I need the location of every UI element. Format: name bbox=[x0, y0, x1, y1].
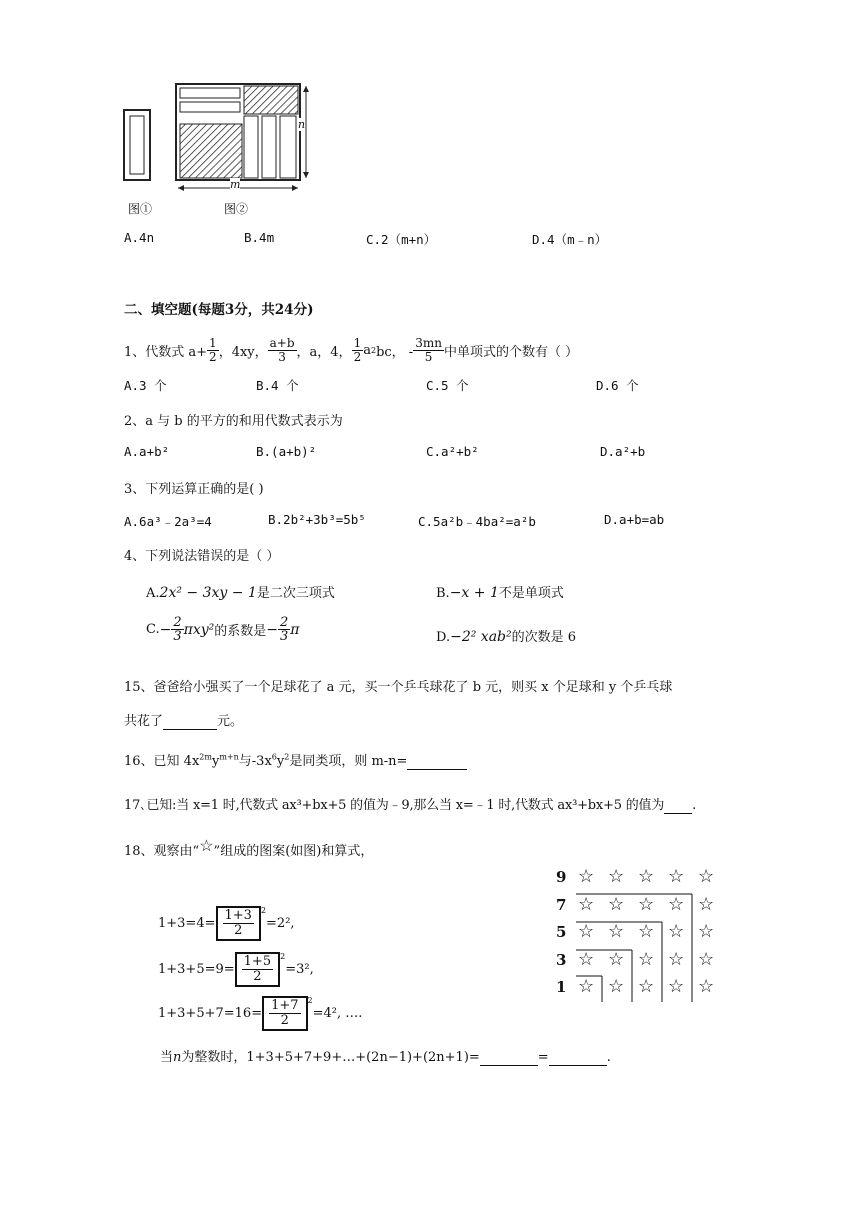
question-15-line1: 15、爸爸给小强买了一个足球花了 a 元，买一个乒乓球花了 b 元，则买 x 个足球和 y 个乒乓球 bbox=[124, 680, 673, 695]
star-icon: ☆ bbox=[638, 921, 655, 942]
star-icon: ☆ bbox=[668, 976, 685, 997]
star-icon: ☆ bbox=[638, 948, 655, 970]
q2-option-a: A.a+b² bbox=[124, 444, 170, 459]
q17-answer-blank[interactable] bbox=[664, 798, 692, 814]
q1-option-a: A.3 个 bbox=[124, 378, 167, 393]
q1-fraction-4: $\frac{3mn}{5}$ bbox=[415, 335, 442, 364]
q1-fraction-2: $\frac{a+b}{3}$ bbox=[269, 335, 295, 364]
star-icon: ☆ bbox=[698, 976, 715, 997]
q4-option-a: A.2x² − 3xy − 1是二次三项式 bbox=[146, 585, 335, 601]
q18-answer-blank-2[interactable] bbox=[549, 1050, 607, 1066]
star-icon: ☆ bbox=[199, 836, 214, 855]
q4-option-b: B.−x + 1不是单项式 bbox=[436, 585, 564, 601]
question-1 bbox=[124, 330, 578, 370]
q3-option-c: C.5a²b﹣4ba²=a²b bbox=[418, 514, 536, 529]
question-15-line2: 共花了 元。 bbox=[124, 714, 244, 729]
q2-option-d: D.a²+b bbox=[600, 444, 646, 459]
q15-answer-blank[interactable] bbox=[163, 714, 217, 730]
rectangle-figure bbox=[118, 78, 318, 218]
prev-option-b: B.4m bbox=[244, 230, 275, 245]
q1-term-a: a bbox=[363, 342, 371, 358]
q1-text-3: ，a，4， bbox=[296, 344, 352, 360]
star-icon: ☆ bbox=[698, 921, 715, 942]
equation-1: 1+3=4= $\frac{1+3}{2}$ $^2$ =2², bbox=[158, 906, 295, 941]
equation-2: 1+3+5=9= $\frac{1+5}{2}$ $^2$ =3², bbox=[158, 952, 314, 987]
q3-option-d: D.a+b=ab bbox=[604, 512, 665, 527]
q2-option-b: B.(a+b)² bbox=[256, 444, 317, 459]
q18-answer-blank-1[interactable] bbox=[480, 1050, 538, 1066]
prev-option-a: A.4n bbox=[124, 230, 155, 245]
question-4: 4、下列说法错误的是（ ） bbox=[124, 549, 280, 564]
equation-3: 1+3+5+7=16= $\frac{1+7}{2}$ $^2$ =4², …. bbox=[158, 996, 362, 1031]
grid-row-label: 3 bbox=[556, 950, 567, 969]
q1-option-c: C.5 个 bbox=[426, 378, 469, 393]
star-icon: ☆ bbox=[638, 976, 655, 997]
star-icon: ☆ bbox=[578, 921, 595, 942]
star-icon: ☆ bbox=[608, 948, 625, 970]
question-18: 18、观察由“☆”组成的图案(如图)和算式， bbox=[124, 836, 374, 859]
question-16: 16、已知 $4x^{2m}y^{m+n}$与$-3x^6y^2$是同类项，则 m-n= bbox=[124, 750, 467, 770]
q1-option-b: B.4 个 bbox=[256, 378, 299, 393]
q16-answer-blank[interactable] bbox=[407, 754, 467, 770]
figure-label-2: 图② bbox=[224, 202, 249, 216]
star-icon: ☆ bbox=[608, 921, 625, 942]
question-3: 3、下列运算正确的是( ) bbox=[124, 482, 264, 497]
q1-text-2: ，4xy， bbox=[218, 344, 268, 360]
figure-label-m: m bbox=[230, 178, 241, 191]
grid-row-label: 7 bbox=[556, 895, 567, 914]
star-icon: ☆ bbox=[578, 976, 595, 997]
q18-final: 当n为整数时，1+3+5+7+9+…+(2n−1)+(2n+1)= = . bbox=[160, 1050, 611, 1065]
q1-fraction-1: $\frac{1}{2}$ bbox=[209, 335, 217, 364]
q1-prefix: 1、代数式 a+ bbox=[124, 344, 208, 360]
question-17: 17､已知:当 x=1 时,代数式 ax³+bx+5 的值为﹣9,那么当 x=﹣1 时,代数式 ax³+bx+5 的值为 . bbox=[124, 798, 697, 813]
prev-option-c: C.2（m+n） bbox=[366, 232, 437, 247]
star-icon: ☆ bbox=[668, 866, 685, 887]
question-2: 2、a 与 b 的平方的和用代数式表示为 bbox=[124, 414, 343, 429]
q4-option-c: C. − $\frac{2}{3}$ πxy² 的系数是 − $\frac{2}{3}$ π bbox=[146, 615, 300, 644]
q1-suffix: 中单项式的个数有（ ） bbox=[443, 344, 579, 360]
star-icon: ☆ bbox=[698, 866, 715, 887]
q3-option-b: B.2b²+3b³=5b⁵ bbox=[268, 512, 366, 527]
star-icon: ☆ bbox=[668, 948, 685, 970]
star-icon: ☆ bbox=[638, 866, 655, 887]
star-icon: ☆ bbox=[668, 893, 685, 915]
q1-option-d: D.6 个 bbox=[596, 378, 639, 393]
star-icon: ☆ bbox=[698, 893, 715, 915]
star-icon: ☆ bbox=[608, 893, 625, 915]
figure-area bbox=[118, 78, 318, 218]
star-icon: ☆ bbox=[698, 948, 715, 970]
star-icon: ☆ bbox=[668, 921, 685, 942]
star-icon: ☆ bbox=[578, 866, 595, 887]
q1-text-4: bc， - bbox=[376, 344, 414, 360]
figure-label-1: 图① bbox=[128, 202, 153, 216]
grid-row-label: 1 bbox=[556, 978, 567, 996]
star-icon: ☆ bbox=[608, 976, 625, 997]
section-title: 二、填空题(每题3分，共24分) bbox=[124, 302, 314, 318]
figure-label-n: n bbox=[298, 118, 306, 131]
star-pattern-grid bbox=[556, 868, 726, 1008]
q1-term-sup: 2 bbox=[370, 345, 377, 355]
q1-fraction-3: $\frac{1}{2}$ bbox=[353, 335, 362, 364]
grid-row-label: 5 bbox=[556, 923, 567, 941]
star-icon: ☆ bbox=[608, 866, 625, 887]
star-icon: ☆ bbox=[638, 893, 655, 915]
q2-option-c: C.a²+b² bbox=[426, 444, 479, 459]
star-icon: ☆ bbox=[578, 893, 595, 915]
grid-row-label: 9 bbox=[556, 868, 567, 886]
q3-option-a: A.6a³﹣2a³=4 bbox=[124, 514, 212, 529]
q4-option-d: D.−2² xab²的次数是 6 bbox=[436, 629, 577, 645]
star-icon: ☆ bbox=[578, 948, 595, 970]
prev-option-d: D.4（m﹣n） bbox=[532, 232, 608, 247]
